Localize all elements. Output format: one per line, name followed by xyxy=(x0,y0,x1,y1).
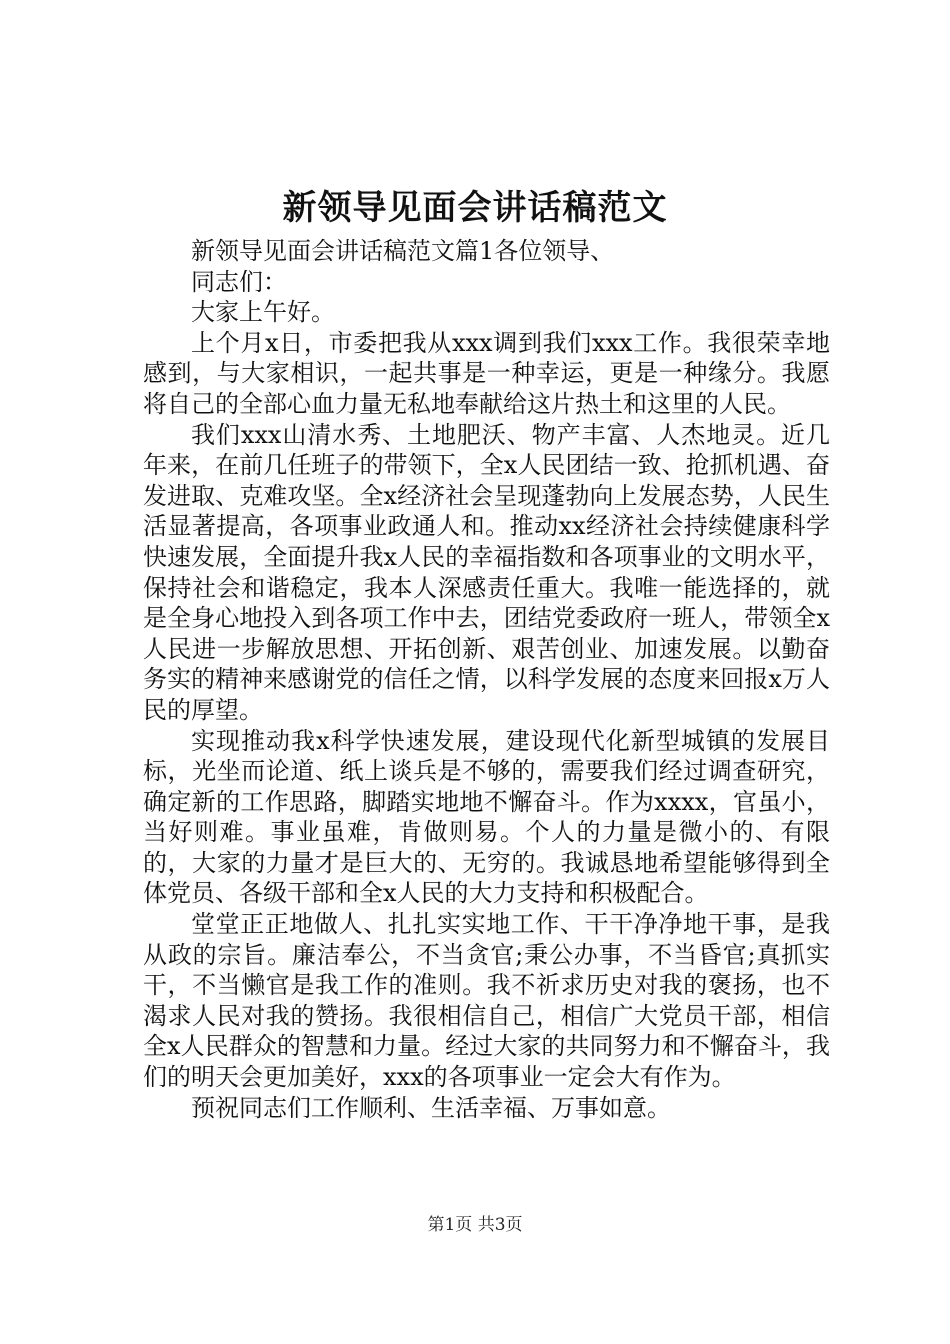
paragraph-greeting: 大家上午好。 xyxy=(191,298,335,327)
paragraph-closing: 预祝同志们工作顺利、生活幸福、万事如意。 xyxy=(191,1093,671,1122)
paragraph-introduction: 上个月x日，市委把我从xxx调到我们xxx工作。我很荣幸地感到，与大家相识，一起共事是一种幸运，更是一种缘分。我愿将自己的全部心血力量无私地奉献给这片热土和这里的人民。 xyxy=(143,328,830,418)
paragraph-commitment: 我们xxx山清水秀、土地肥沃、物产丰富、人杰地灵。近几年来，在前几任班子的带领下，全x人民团结一致、抢抓机遇、奋发进取、克难攻坚。全x经济社会呈现蓬勃向上发展态势，人民生活显著提高，各项事业政通人和。推动xx经济社会持续健康科学快速发展，全面提升我x人民的幸福指数和各项事业的文明水平，保持社会和谐稳定，我本人深感责任重大。我唯一能选择的，就是全身心地投入到各项工作中去，团结党委政府一班人，带领全x人民进一步解放思想、开拓创新、艰苦创业、加速发展。以勤奋务实的精神来感谢党的信任之情，以科学发展的态度来回报x万人民的厚望。 xyxy=(143,420,830,724)
paragraph-salutation: 同志们： xyxy=(191,267,287,296)
document-title: 新领导见面会讲话稿范文 xyxy=(282,188,668,228)
paragraph-goals: 实现推动我x科学快速发展，建设现代化新型城镇的发展目标，光坐而论道、纸上谈兵是不够的，需要我们经过调查研究，确定新的工作思路，脚踏实地地不懈奋斗。作为xxxx，官虽小，当好则难。事业虽难，肯做则易。个人的力量是微小的、有限的，大家的力量才是巨大的、无穷的。我诚恳地希望能够得到全体党员、各级干部和全x人民的大力支持和积极配合。 xyxy=(143,726,830,908)
page-number: 第1页 共3页 xyxy=(427,1215,523,1235)
paragraph-principles: 堂堂正正地做人、扎扎实实地工作、干干净净地干事，是我从政的宗旨。廉洁奉公，不当贪官;秉公办事，不当昏官;真抓实干，不当懒官是我工作的准则。我不祈求历史对我的褒扬，也不渴求人民对我的赞扬。我很相信自己，相信广大党员干部，相信全x人民群众的智慧和力量。经过大家的共同努力和不懈奋斗，我们的明天会更加美好，xxx的各项事业一定会大有作为。 xyxy=(143,910,830,1092)
paragraph-opening: 新领导见面会讲话稿范文篇1各位领导、 xyxy=(191,237,615,265)
document-body xyxy=(143,236,830,1123)
